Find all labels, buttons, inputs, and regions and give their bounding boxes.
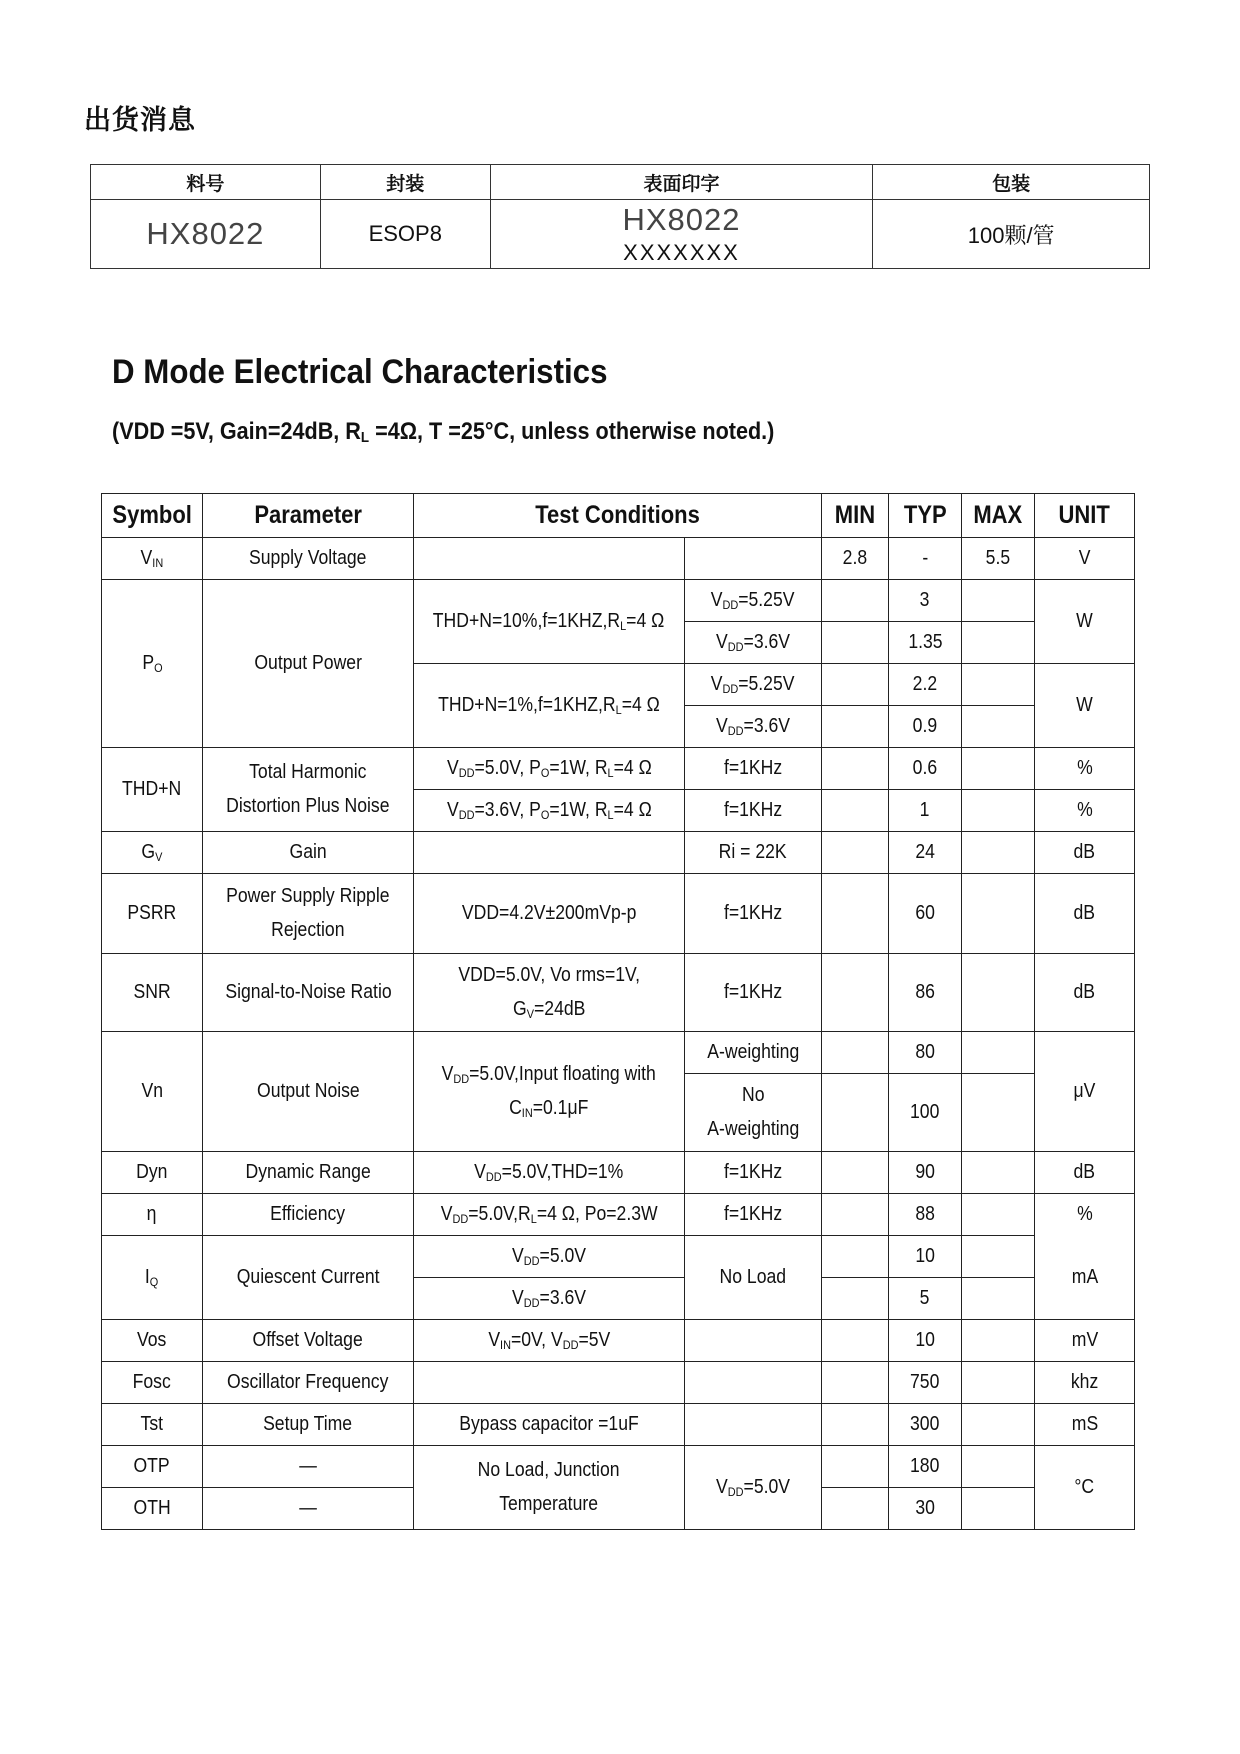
symbol-cell: PSRR	[102, 873, 203, 953]
min-cell	[822, 1073, 889, 1151]
typ-cell: 10	[889, 1235, 962, 1277]
symbol-cell: Vn	[102, 1031, 203, 1151]
condition-cell: No Load, Junction Temperature	[414, 1445, 685, 1529]
parameter-cell: Output Power	[203, 579, 414, 747]
symbol-cell: $I_Q$	[102, 1235, 203, 1319]
condition-cell: $V_{DD}=5.0V$	[685, 1445, 822, 1529]
unit-cell: mV	[1035, 1319, 1135, 1361]
part-number-cell	[91, 200, 321, 269]
typ-cell: 10	[889, 1319, 962, 1361]
condition-cell: Ri = 22K	[685, 831, 822, 873]
condition-cell: No Load	[685, 1235, 822, 1319]
unit-cell: W	[1035, 663, 1135, 747]
typ-cell: 0.6	[889, 747, 962, 789]
parameter-cell: —	[203, 1487, 414, 1529]
min-cell	[822, 705, 889, 747]
max-cell	[962, 1487, 1035, 1529]
condition-cell: $V_{DD}=3.6V$	[685, 621, 822, 663]
condition-cell: $V_{IN}=0V$, $V_{DD}=5V$	[414, 1319, 685, 1361]
condition-cell	[685, 537, 822, 579]
table-row	[102, 1031, 1135, 1073]
condition-cell	[414, 831, 685, 873]
condition-cell: A-weighting	[685, 1031, 822, 1073]
condition-cell: $V_{DD}=5.25V$	[685, 579, 822, 621]
max-cell	[962, 1235, 1035, 1277]
min-cell	[822, 621, 889, 663]
max-cell	[962, 621, 1035, 663]
parameter-cell: —	[203, 1445, 414, 1487]
typ-cell: 2.2	[889, 663, 962, 705]
packing-value: 100颗/管	[967, 222, 1055, 248]
condition-cell	[414, 537, 685, 579]
max-cell	[962, 1073, 1035, 1151]
parameter-cell: Dynamic Range	[203, 1151, 414, 1193]
table-row	[102, 1151, 1135, 1193]
symbol-cell: OTH	[102, 1487, 203, 1529]
min-cell	[822, 747, 889, 789]
parameter-cell: Gain	[203, 831, 414, 873]
typ-cell: 3	[889, 579, 962, 621]
parameter-cell: Quiescent Current	[203, 1235, 414, 1319]
typ-cell: 88	[889, 1193, 962, 1235]
typ-cell: 90	[889, 1151, 962, 1193]
max-cell	[962, 831, 1035, 873]
condition-cell: VDD=5.0V, Vo rms=1V, $G_V=24dB$	[414, 953, 685, 1031]
table-row	[102, 1361, 1135, 1403]
shipping-row	[91, 200, 1150, 269]
table-row	[102, 579, 1135, 621]
min-cell	[822, 831, 889, 873]
parameter-cell: Output Noise	[203, 1031, 414, 1151]
max-cell	[962, 1277, 1035, 1319]
max-cell	[962, 1361, 1035, 1403]
max-header: MAX	[962, 494, 1035, 538]
marking-cell	[490, 200, 873, 269]
typ-cell: 30	[889, 1487, 962, 1529]
min-cell	[822, 953, 889, 1031]
typ-cell: 1.35	[889, 621, 962, 663]
typ-cell: 300	[889, 1403, 962, 1445]
unit-cell: %	[1035, 747, 1135, 789]
unit-header: UNIT	[1035, 494, 1135, 538]
shipping-table	[90, 164, 1150, 269]
condition-cell: No A-weighting	[685, 1073, 822, 1151]
min-cell: 2.8	[822, 537, 889, 579]
max-cell	[962, 1319, 1035, 1361]
min-cell	[822, 1487, 889, 1529]
typ-cell: -	[889, 537, 962, 579]
condition-cell: f=1KHz	[685, 953, 822, 1031]
min-cell	[822, 789, 889, 831]
max-cell	[962, 1031, 1035, 1073]
table-row	[102, 1403, 1135, 1445]
condition-cell: $V_{DD}=5.25V$	[685, 663, 822, 705]
max-cell: 5.5	[962, 537, 1035, 579]
min-cell	[822, 1403, 889, 1445]
table-row	[102, 831, 1135, 873]
condition-cell: $V_{DD}=3.6V$, $P_O=1W$, $R_L=4$ Ω	[414, 789, 685, 831]
packing-header: 包装	[873, 165, 1150, 200]
condition-cell: $V_{DD}=5.0V,Input$ floating with $C_{IN}=0.1\mu F$	[414, 1031, 685, 1151]
unit-cell: khz	[1035, 1361, 1135, 1403]
symbol-cell: $P_O$	[102, 579, 203, 747]
condition-cell: $THD+N=10\%,f=1KHZ,R_L=4$ Ω	[414, 579, 685, 663]
condition-cell: f=1KHz	[685, 873, 822, 953]
parameter-cell: Signal-to-Noise Ratio	[203, 953, 414, 1031]
condition-cell	[685, 1319, 822, 1361]
parameter-cell: Oscillator Frequency	[203, 1361, 414, 1403]
condition-cell: f=1KHz	[685, 1151, 822, 1193]
condition-cell: f=1KHz	[685, 1193, 822, 1235]
condition-cell: $V_{DD}=3.6V$	[414, 1277, 685, 1319]
min-cell	[822, 663, 889, 705]
parameter-cell: Efficiency	[203, 1193, 414, 1235]
min-cell	[822, 873, 889, 953]
typ-cell: 60	[889, 873, 962, 953]
marking-line-1: HX8022	[622, 202, 741, 237]
electrical-characteristics-table	[101, 493, 1135, 1530]
max-cell	[962, 1403, 1035, 1445]
condition-cell	[685, 1361, 822, 1403]
min-cell	[822, 1235, 889, 1277]
table-header-row	[102, 494, 1135, 538]
condition-cell: VDD=4.2V±200mVp-p	[414, 873, 685, 953]
min-header: MIN	[822, 494, 889, 538]
condition-cell: $THD+N=1\%,f=1KHZ,R_L=4$ Ω	[414, 663, 685, 747]
typ-header: TYP	[889, 494, 962, 538]
min-cell	[822, 579, 889, 621]
min-cell	[822, 1445, 889, 1487]
condition-cell: $V_{DD}=5.0V$, $P_O=1W$, $R_L=4$ Ω	[414, 747, 685, 789]
typ-cell: 180	[889, 1445, 962, 1487]
max-cell	[962, 747, 1035, 789]
symbol-cell: Vos	[102, 1319, 203, 1361]
condition-cell: f=1KHz	[685, 747, 822, 789]
table-row	[102, 747, 1135, 789]
condition-cell: $V_{DD}=5.0V$	[414, 1235, 685, 1277]
unit-cell: dB	[1035, 1151, 1135, 1193]
min-cell	[822, 1031, 889, 1073]
section-subtitle: (VDD =5V, Gain=24dB, $R_L =4\Omega$, T =25°C, unless otherwise noted.)	[112, 418, 775, 446]
max-cell	[962, 705, 1035, 747]
max-cell	[962, 789, 1035, 831]
max-cell	[962, 1445, 1035, 1487]
condition-cell: f=1KHz	[685, 789, 822, 831]
typ-cell: 750	[889, 1361, 962, 1403]
max-cell	[962, 1193, 1035, 1235]
test-conditions-header: Test Conditions	[414, 494, 822, 538]
typ-cell: 0.9	[889, 705, 962, 747]
max-cell	[962, 1151, 1035, 1193]
part-number-header: 料号	[91, 165, 321, 200]
condition-cell: $V_{DD}=5.0V,THD=1\%$	[414, 1151, 685, 1193]
unit-cell: mA	[1035, 1235, 1135, 1319]
table-row	[102, 537, 1135, 579]
unit-cell: V	[1035, 537, 1135, 579]
max-cell	[962, 873, 1035, 953]
parameter-cell: Total Harmonic Distortion Plus Noise	[203, 747, 414, 831]
typ-cell: 100	[889, 1073, 962, 1151]
unit-cell: dB	[1035, 873, 1135, 953]
marking-line-2: XXXXXXX	[623, 240, 740, 265]
min-cell	[822, 1151, 889, 1193]
shipping-header-row	[91, 165, 1150, 200]
symbol-cell: $G_V$	[102, 831, 203, 873]
parameter-cell: Setup Time	[203, 1403, 414, 1445]
max-cell	[962, 579, 1035, 621]
min-cell	[822, 1319, 889, 1361]
min-cell	[822, 1193, 889, 1235]
unit-cell: °C	[1035, 1445, 1135, 1529]
symbol-cell: Fosc	[102, 1361, 203, 1403]
part-number: HX8022	[146, 216, 265, 251]
symbol-header: Symbol	[102, 494, 203, 538]
table-row	[102, 1319, 1135, 1361]
symbol-cell: SNR	[102, 953, 203, 1031]
section-title: D Mode Electrical Characteristics	[112, 353, 608, 391]
unit-cell: dB	[1035, 831, 1135, 873]
table-row	[102, 873, 1135, 953]
symbol-cell: Tst	[102, 1403, 203, 1445]
table-row	[102, 1235, 1135, 1277]
max-cell	[962, 663, 1035, 705]
package-header: 封装	[320, 165, 490, 200]
condition-cell: $V_{DD}=5.0V,R_L=4$ Ω, Po=2.3W	[414, 1193, 685, 1235]
typ-cell: 86	[889, 953, 962, 1031]
min-cell	[822, 1277, 889, 1319]
condition-cell: Bypass capacitor =1uF	[414, 1403, 685, 1445]
symbol-cell: Dyn	[102, 1151, 203, 1193]
packing-cell	[873, 200, 1150, 269]
shipping-info-title: 出货消息	[84, 105, 196, 136]
symbol-cell: η	[102, 1193, 203, 1235]
table-row	[102, 953, 1135, 1031]
condition-cell	[685, 1403, 822, 1445]
min-cell	[822, 1361, 889, 1403]
parameter-cell: Power Supply Ripple Rejection	[203, 873, 414, 953]
package-cell	[320, 200, 490, 269]
typ-cell: 5	[889, 1277, 962, 1319]
unit-cell: dB	[1035, 953, 1135, 1031]
max-cell	[962, 953, 1035, 1031]
unit-cell: mS	[1035, 1403, 1135, 1445]
parameter-header: Parameter	[203, 494, 414, 538]
symbol-cell: OTP	[102, 1445, 203, 1487]
typ-cell: 80	[889, 1031, 962, 1073]
unit-cell: %	[1035, 1193, 1135, 1235]
typ-cell: 1	[889, 789, 962, 831]
parameter-cell: Supply Voltage	[203, 537, 414, 579]
unit-cell: %	[1035, 789, 1135, 831]
condition-cell: $V_{DD}=3.6V$	[685, 705, 822, 747]
typ-cell: 24	[889, 831, 962, 873]
condition-cell	[414, 1361, 685, 1403]
marking-header: 表面印字	[490, 165, 873, 200]
unit-cell: W	[1035, 579, 1135, 663]
symbol-cell: $V_{IN}$	[102, 537, 203, 579]
table-row	[102, 1193, 1135, 1235]
package-type: ESOP8	[368, 221, 442, 246]
parameter-cell: Offset Voltage	[203, 1319, 414, 1361]
table-row	[102, 1445, 1135, 1487]
symbol-cell: THD+N	[102, 747, 203, 831]
unit-cell: μV	[1035, 1031, 1135, 1151]
